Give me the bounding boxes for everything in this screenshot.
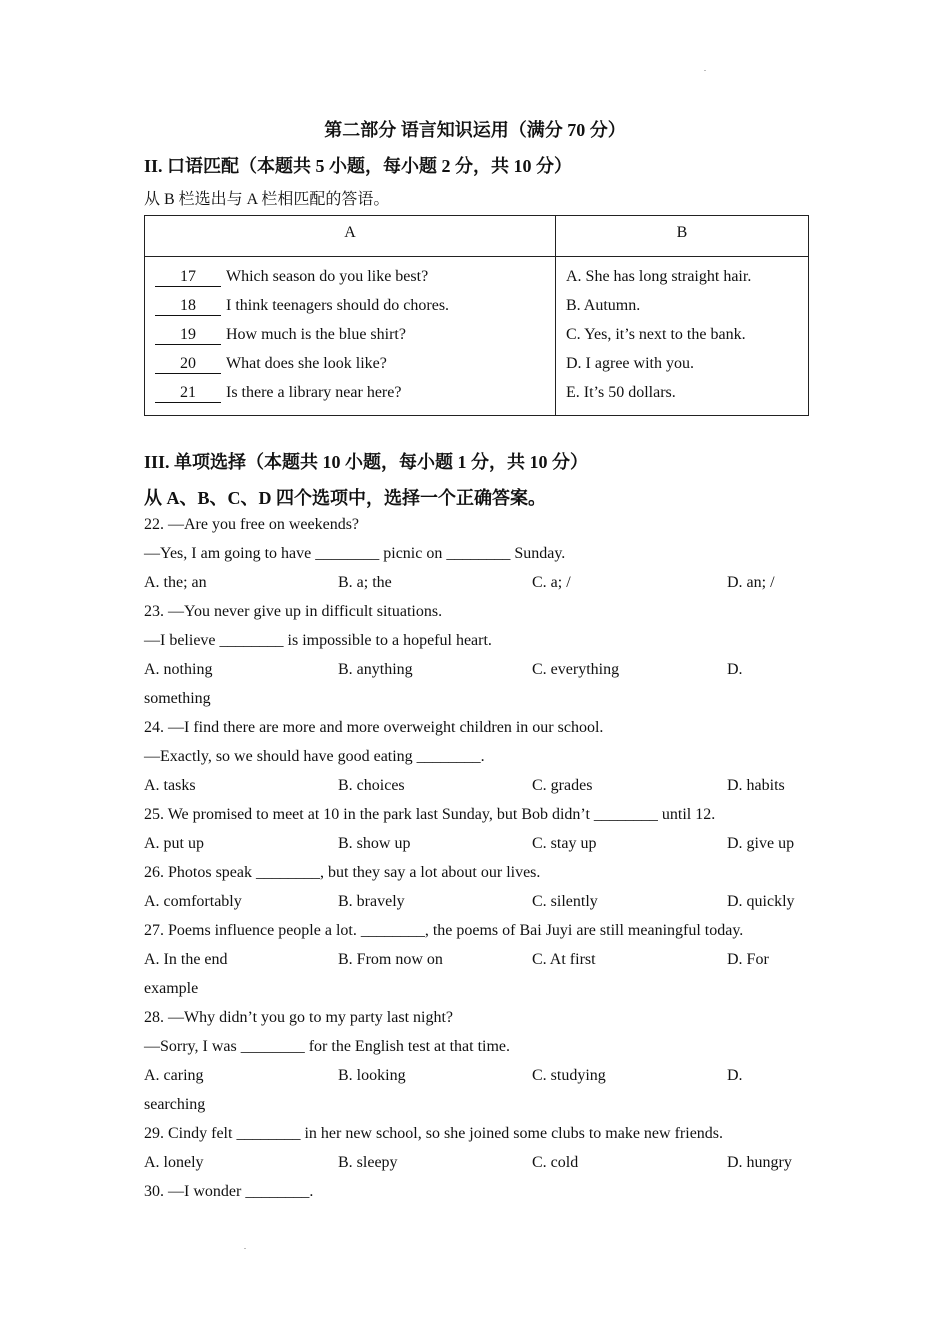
list-item [155,262,555,291]
q28-option-c[interactable]: C. studying [532,1067,606,1084]
col-b-header: B [556,216,809,257]
list-item [155,378,555,407]
q27-stem: 27. Poems influence people a lot. ________, the poems of Bai Juyi are still meaningful today. [144,922,744,939]
q25-option-c[interactable]: C. stay up [532,835,597,852]
q29-option-c[interactable]: C. cold [532,1154,579,1171]
answer-blank[interactable]: 17 [155,268,221,287]
q28-option-b[interactable]: B. looking [338,1067,406,1084]
section3-instruction: 从 A、B、C、D 四个选项中，选择一个正确答案。 [144,488,547,508]
q24-option-d[interactable]: D. habits [727,777,785,794]
q23-reply: —I believe ________ is impossible to a hopeful heart. [144,632,492,649]
q28-option-d-continued[interactable]: searching [144,1096,206,1113]
part-title: 第二部分 语言知识运用（满分 70 分） [324,120,626,140]
scan-speck [704,70,706,71]
question-text: I think teenagers should do chores. [226,297,450,314]
list-item [155,349,555,378]
answer-blank[interactable]: 20 [155,355,221,374]
q29-option-d[interactable]: D. hungry [727,1154,792,1171]
col-a-header: A [145,216,556,257]
section2-heading: II. 口语匹配（本题共 5 小题，每小题 2 分，共 10 分） [144,156,573,176]
q28-option-a[interactable]: A. caring [144,1067,204,1084]
q24-stem: 24. —I find there are more and more overweight children in our school. [144,719,604,736]
q23-option-a[interactable]: A. nothing [144,661,213,678]
q27-option-d-continued[interactable]: example [144,980,199,997]
q26-option-c[interactable]: C. silently [532,893,598,910]
q22-option-a[interactable]: A. the; an [144,574,207,591]
question-text: Is there a library near here? [226,384,402,401]
question-text: How much is the blue shirt? [226,326,406,343]
q22-option-c[interactable]: C. a; / [532,574,571,591]
q30-stem: 30. —I wonder ________. [144,1183,314,1200]
q23-option-d[interactable]: D. [727,661,743,678]
col-a-cell [145,257,556,416]
list-item: C. Yes, it’s next to the bank. [566,326,746,343]
q22-reply: —Yes, I am going to have ________ picnic on ________ Sunday. [144,545,566,562]
q27-option-b[interactable]: B. From now on [338,951,443,968]
q24-option-b[interactable]: B. choices [338,777,405,794]
q26-option-d[interactable]: D. quickly [727,893,795,910]
list-item [155,291,555,320]
q22-option-d[interactable]: D. an; / [727,574,775,591]
q24-option-a[interactable]: A. tasks [144,777,196,794]
question-text: Which season do you like best? [226,268,429,285]
q25-stem: 25. We promised to meet at 10 in the park last Sunday, but Bob didn’t ________ until 12. [144,806,716,823]
col-b-cell [556,257,809,416]
q26-stem: 26. Photos speak ________, but they say a lot about our lives. [144,864,541,881]
answer-blank[interactable]: 18 [155,297,221,316]
q29-option-b[interactable]: B. sleepy [338,1154,398,1171]
list-item [155,320,555,349]
q23-option-d-continued[interactable]: something [144,690,211,707]
section2-instruction: 从 B 栏选出与 A 栏相匹配的答语。 [144,191,390,208]
q26-option-b[interactable]: B. bravely [338,893,405,910]
q23-stem: 23. —You never give up in difficult situations. [144,603,443,620]
section3-heading: III. 单项选择（本题共 10 小题，每小题 1 分，共 10 分） [144,452,589,472]
matching-table [144,215,809,416]
q25-option-b[interactable]: B. show up [338,835,411,852]
q29-stem: 29. Cindy felt ________ in her new school, so she joined some clubs to make new friends. [144,1125,724,1142]
q28-stem: 28. —Why didn’t you go to my party last night? [144,1009,454,1026]
q29-option-a[interactable]: A. lonely [144,1154,204,1171]
q28-option-d[interactable]: D. [727,1067,743,1084]
list-item: E. It’s 50 dollars. [566,384,676,401]
q27-option-a[interactable]: A. In the end [144,951,228,968]
q24-option-c[interactable]: C. grades [532,777,593,794]
list-item: A. She has long straight hair. [566,268,752,285]
answer-blank[interactable]: 21 [155,384,221,403]
q27-option-d[interactable]: D. For [727,951,769,968]
q27-option-c[interactable]: C. At first [532,951,596,968]
q23-option-b[interactable]: B. anything [338,661,413,678]
answer-blank[interactable]: 19 [155,326,221,345]
q23-option-c[interactable]: C. everything [532,661,620,678]
q22-option-b[interactable]: B. a; the [338,574,392,591]
scan-speck [244,1248,246,1249]
q22-stem: 22. —Are you free on weekends? [144,516,360,533]
question-text: What does she look like? [226,355,387,372]
q24-reply: —Exactly, so we should have good eating ________. [144,748,485,765]
q25-option-d[interactable]: D. give up [727,835,795,852]
q28-reply: —Sorry, I was ________ for the English test at that time. [144,1038,511,1055]
q25-option-a[interactable]: A. put up [144,835,204,852]
list-item: D. I agree with you. [566,355,694,372]
list-item: B. Autumn. [566,297,641,314]
q26-option-a[interactable]: A. comfortably [144,893,242,910]
